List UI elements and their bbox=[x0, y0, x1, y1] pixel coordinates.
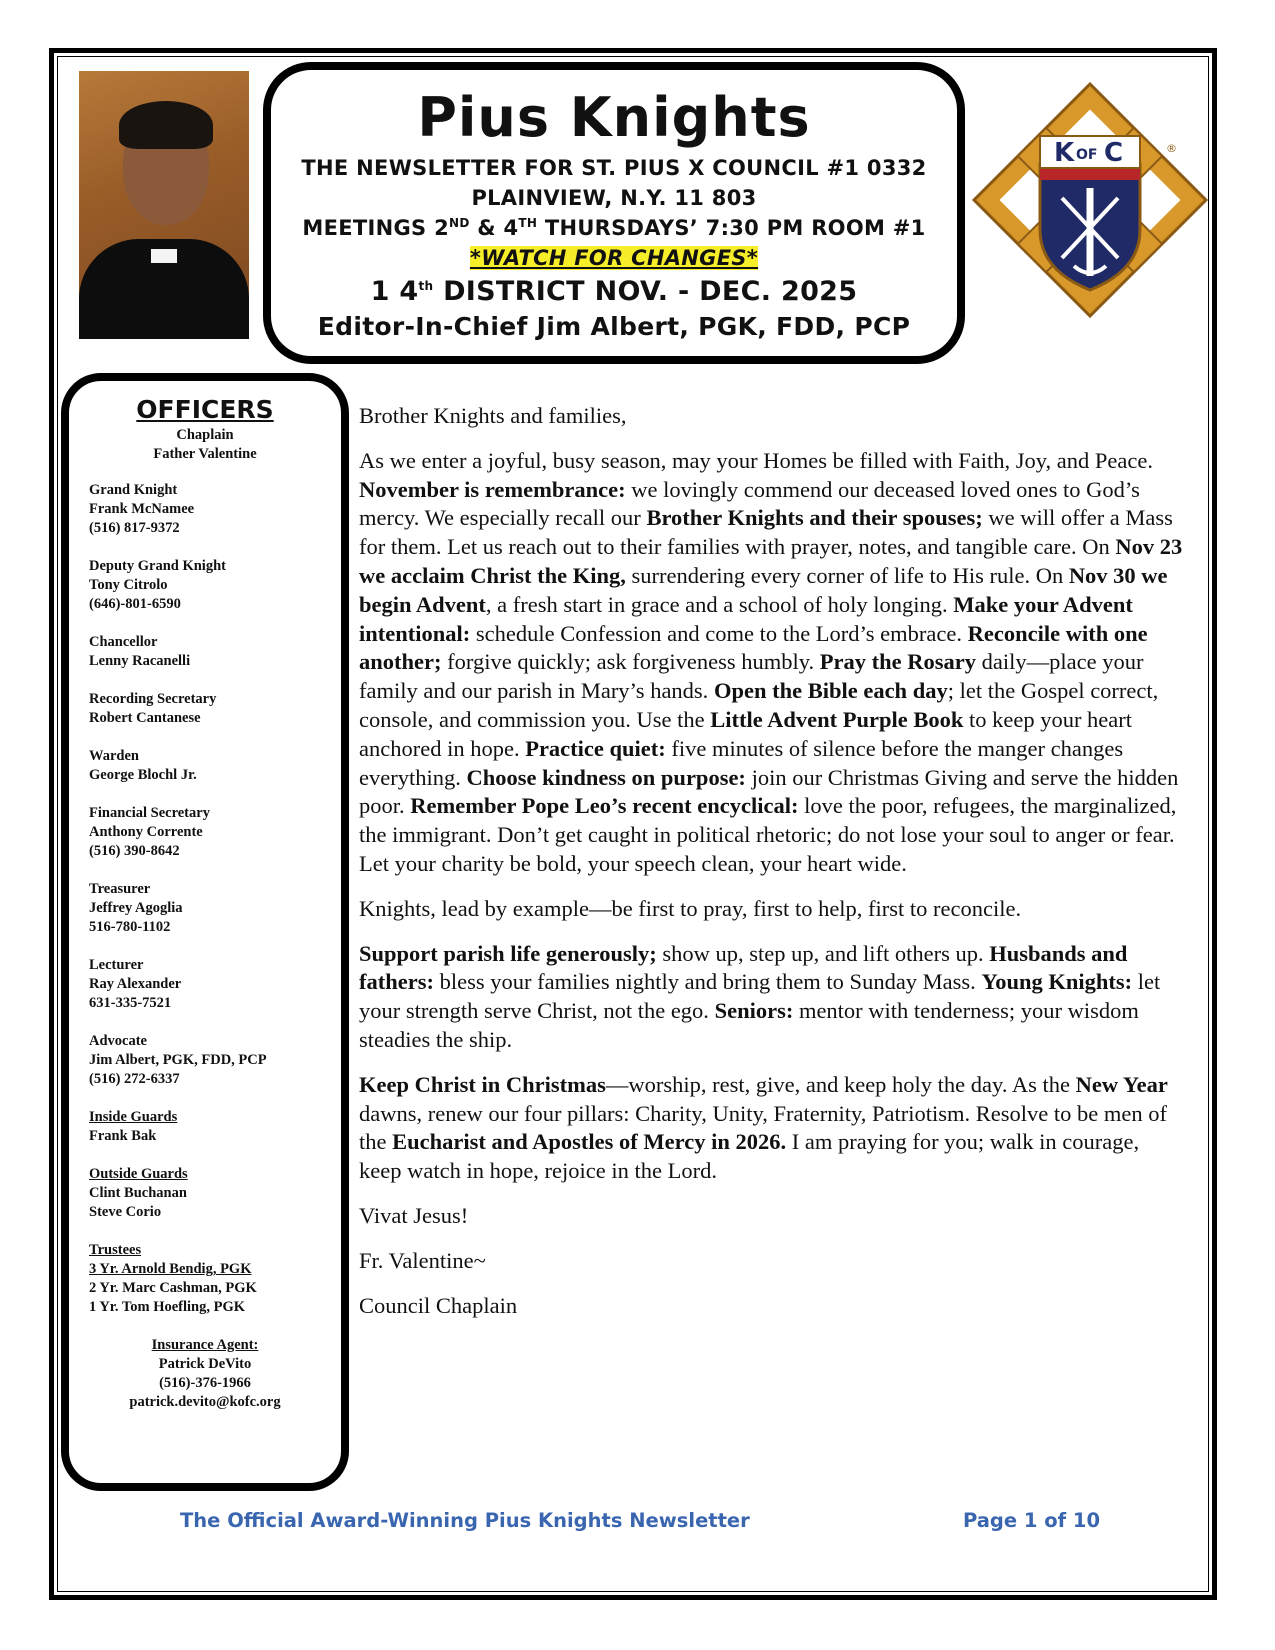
letter-paragraph-4: Keep Christ in Christmas—worship, rest, give, and keep holy the day. As the New Year dawns, renew our four pillars: Charity, Unity, Fraternity, Patriotism. Resolve to be men of the Eucharist and Apostles of Mercy in 2026. I am praying for you; walk in courage, keep watch in hope, rejoice in the Lord. bbox=[359, 1071, 1168, 1184]
chaplain-letter bbox=[359, 402, 1187, 1336]
chancellor-entry: Chancellor Lenny Racanelli bbox=[89, 634, 191, 669]
letter-paragraph-1: As we enter a joyful, busy season, may your Homes be filled with Faith, Joy, and Peace. November is remembrance: we lovingly commend our deceased loved ones to God’s mercy. We especially recall our Brother Knights and their spouses; we will offer a Mass for them. Let us reach out to their families with prayer, notes, and tangible care. On Nov 23 we acclaim Christ the King, surrendering every corner of life to His rule. On Nov 30 we begin Advent, a fresh start in grace and a school of holy longing. Make your Advent intentional: schedule Confession and come to the Lord’s embrace. Reconcile with one another; forgive quickly; ask forgiveness humbly. Pray the Rosary daily—place your family and our parish in Mary’s hands. Open the Bible each day; let the Gospel correct, console, and commission you. Use the Little Advent Purple Book to keep your heart anchored in hope. Practice quiet: five minutes of silence before the manger changes everything. Choose kindness on purpose: join our Christmas Giving and serve the hidden poor. Remember Pope Leo’s recent encyclical: love the poor, refugees, the marginalized, the immigrant. Don’t get caught in political rhetoric; do not lose your soul to anger or fear. Let your charity be bold, your speech clean, your heart wide. bbox=[359, 447, 1183, 876]
officers-sidebar bbox=[61, 373, 349, 1491]
registered-mark: ® bbox=[1166, 142, 1177, 155]
letter-closing-blessing: Vivat Jesus! bbox=[359, 1202, 469, 1228]
outside-guards-entry: Outside Guards Clint Buchanan Steve Corio bbox=[89, 1166, 188, 1220]
emblem-letter-k: K bbox=[1054, 138, 1075, 168]
chaplain-entry: Chaplain Father Valentine bbox=[153, 427, 257, 462]
trustees-entry: Trustees 3 Yr. Arnold Bendig, PGK 2 Yr. Marc Cashman, PGK 1 Yr. Tom Hoefling, PGK bbox=[89, 1242, 257, 1315]
letter-paragraph-3: Support parish life generously; show up, step up, and lift others up. Husbands and fathers: bless your families nightly and bring them to Sunday Mass. Young Knights: let your strength serve Christ, not the ego. Seniors: mentor with tenderness; your wisdom steadies the ship. bbox=[359, 940, 1161, 1052]
watch-for-changes-notice: *WATCH FOR CHANGES* bbox=[469, 246, 759, 270]
masthead bbox=[263, 62, 965, 364]
meetings-line: MEETINGS 2ND & 4TH THURSDAYS’ 7:30 PM ROOM #1 bbox=[302, 216, 926, 240]
district-issue-line: 1 4th DISTRICT NOV. - DEC. 2025 bbox=[370, 276, 858, 307]
officers-heading: OFFICERS bbox=[136, 395, 274, 424]
emblem-letter-c: C bbox=[1104, 138, 1124, 168]
grand-knight-entry: Grand Knight Frank McNamee (516) 817-9372 bbox=[89, 482, 195, 536]
recording-secretary-entry: Recording Secretary Robert Cantanese bbox=[89, 691, 217, 726]
letter-greeting: Brother Knights and families, bbox=[359, 403, 627, 428]
deputy-grand-knight-entry: Deputy Grand Knight Tony Citrolo (646)-801-6590 bbox=[89, 558, 226, 612]
council-line: THE NEWSLETTER FOR ST. PIUS X COUNCIL #1 0332 bbox=[301, 156, 927, 180]
newsletter-title: Pius Knights bbox=[417, 86, 811, 149]
financial-secretary-entry: Financial Secretary Anthony Corrente (516) 390-8642 bbox=[89, 805, 210, 859]
insurance-agent-entry: Insurance Agent: Patrick DeVito (516)-376-1966 patrick.devito@kofc.org bbox=[129, 1337, 281, 1410]
letter-signature-title: Council Chaplain bbox=[359, 1292, 518, 1318]
page-number: Page 1 of 10 bbox=[963, 1509, 1101, 1532]
letter-signature: Fr. Valentine~ bbox=[359, 1247, 486, 1273]
advocate-entry: Advocate Jim Albert, PGK, FDD, PCP (516) 272-6337 bbox=[89, 1033, 267, 1087]
location-line: PLAINVIEW, N.Y. 11 803 bbox=[471, 186, 757, 210]
warden-entry: Warden George Blochl Jr. bbox=[89, 748, 197, 783]
lecturer-entry: Lecturer Ray Alexander 631-335-7521 bbox=[89, 957, 182, 1011]
editor-line: Editor-In-Chief Jim Albert, PGK, FDD, PCP bbox=[317, 312, 911, 341]
emblem-letters-of: OF bbox=[1076, 147, 1098, 163]
inside-guards-entry: Inside Guards Frank Bak bbox=[89, 1109, 178, 1144]
treasurer-entry: Treasurer Jeffrey Agoglia 516-780-1102 bbox=[89, 881, 183, 935]
kofc-emblem-logo bbox=[970, 80, 1210, 320]
chaplain-photo bbox=[79, 71, 249, 339]
footer-tagline: The Official Award-Winning Pius Knights Newsletter bbox=[180, 1509, 750, 1532]
letter-paragraph-2: Knights, lead by example—be first to pray, first to help, first to reconcile. bbox=[359, 895, 1022, 921]
